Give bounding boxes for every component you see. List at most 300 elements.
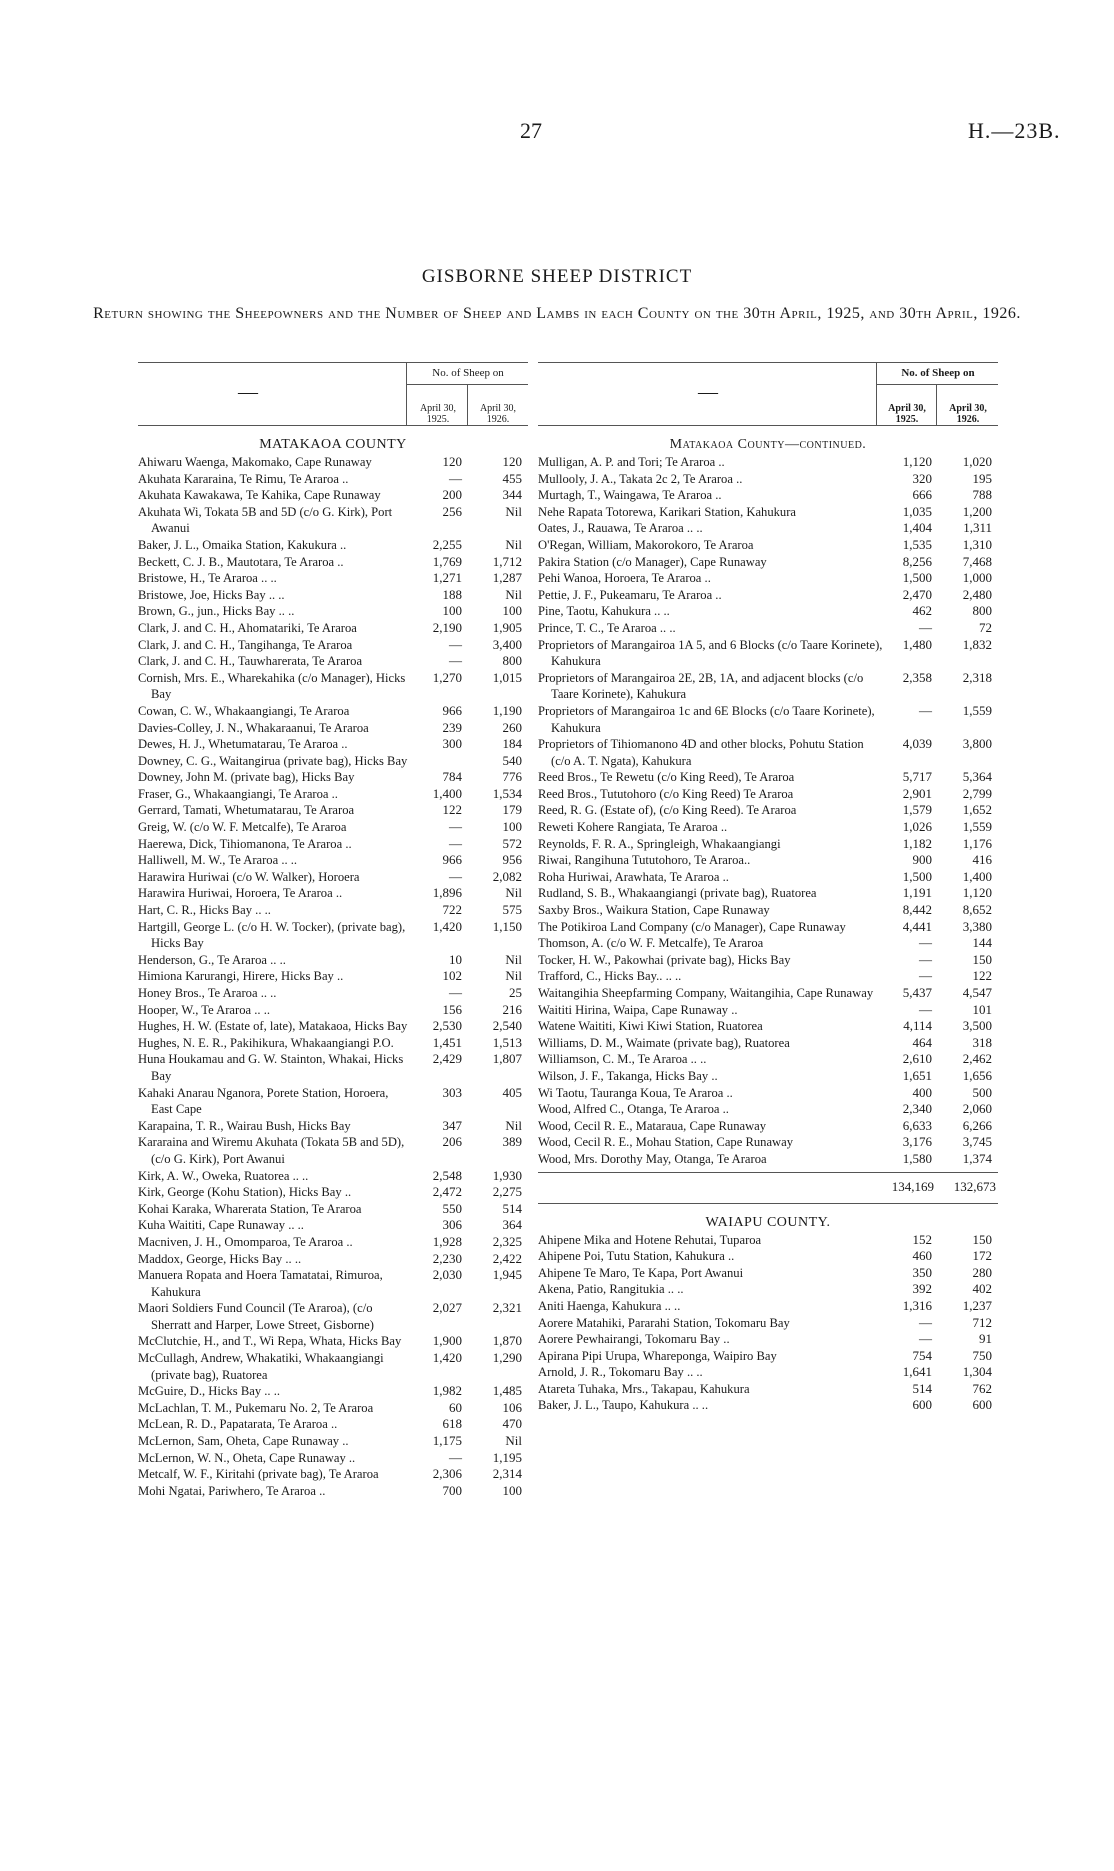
owner-name: Pehi Wanoa, Horoera, Te Araroa ..: [538, 571, 711, 586]
sheep-1926: 572: [502, 835, 522, 851]
owner-name: Maori Soldiers Fund Council (Te Araroa), (c/o Sherratt and Harper, Lowe Street, Gisborne): [138, 1301, 374, 1332]
owner-name: Proprietors of Marangairoa 1A 5, and 6 Blocks (c/o Taare Korinete), Kahukura: [538, 637, 883, 669]
sheep-1925: —: [919, 1001, 932, 1017]
owner-name: Reynolds, F. R. A., Springleigh, Whakaangiangi: [538, 836, 781, 851]
table-row: [538, 985, 998, 1002]
table-row: [538, 1331, 998, 1348]
table-row: [538, 1397, 998, 1414]
sheep-1925: 754: [912, 1347, 932, 1363]
sheep-1926: 1,374: [962, 1150, 992, 1166]
sheep-1925: 102: [442, 968, 462, 984]
owner-name: McLean, R. D., Papatarata, Te Araroa ..: [138, 1417, 338, 1432]
sheep-1926: 788: [972, 487, 992, 503]
owner-name: Wood, Cecil R. E., Mohau Station, Cape Runaway: [538, 1135, 794, 1150]
owner-name: Bristowe, H., Te Araroa .. ..: [138, 571, 277, 586]
sheep-1926: 7,468: [962, 553, 992, 569]
sheep-1926: 1,237: [962, 1297, 992, 1313]
sheep-1925: 347: [442, 1117, 462, 1133]
table-row: [538, 587, 998, 604]
table-row: [138, 736, 528, 753]
owner-name: Himiona Karurangi, Hirere, Hicks Bay ..: [138, 969, 344, 984]
table-row: [138, 1234, 528, 1251]
sheep-1926: 1,712: [492, 553, 522, 569]
sheep-1926: 1,559: [962, 819, 992, 835]
sheep-1925: 8,442: [902, 902, 932, 918]
owner-name: Bristowe, Joe, Hicks Bay .. ..: [138, 587, 285, 602]
sheep-1925: 966: [442, 702, 462, 718]
sheep-1925: 966: [442, 852, 462, 868]
table-row: [138, 1383, 528, 1400]
sheep-1926: 3,400: [492, 636, 522, 652]
sheep-1926: 179: [502, 802, 522, 818]
owner-name: Watene Waititi, Kiwi Kiwi Station, Ruatorea: [538, 1019, 763, 1034]
owner-name: Mulligan, A. P. and Tori; Te Araroa ..: [538, 455, 725, 469]
sheep-1925: 1,175: [432, 1433, 462, 1449]
sheep-1926: 2,275: [492, 1184, 522, 1200]
table-row: [538, 786, 998, 803]
sheep-1925: 1,035: [902, 503, 932, 519]
sheep-1925: 1,480: [902, 636, 932, 652]
sheep-1926: 4,547: [962, 985, 992, 1000]
owner-name: McLernon, Sam, Oheta, Cape Runaway ..: [138, 1434, 349, 1449]
owner-name: McClutchie, H., and T., Wi Repa, Whata, Hicks Bay: [138, 1334, 402, 1349]
owner-name: Halliwell, M. W., Te Araroa .. ..: [138, 853, 298, 868]
sheep-1925: 122: [442, 802, 462, 818]
table-row: [538, 554, 998, 571]
sheep-1925: 1,651: [902, 1067, 932, 1083]
sheep-1925: 1,451: [432, 1034, 462, 1050]
sheep-1926: 405: [502, 1084, 522, 1100]
sheep-1925: 1,026: [902, 819, 932, 835]
county-heading-continued: Matakaoa County—continued.: [669, 437, 867, 452]
table-row: [538, 603, 998, 620]
sheep-1925: 1,982: [432, 1383, 462, 1399]
table-row: [138, 919, 528, 952]
sheep-1926: 72: [979, 619, 992, 635]
owner-name: Kahaki Anarau Nganora, Porete Station, Horoera, East Cape: [138, 1085, 389, 1117]
table-row: [538, 1298, 998, 1315]
sheep-1925: —: [449, 470, 462, 486]
sheep-1926: 455: [502, 470, 522, 486]
left-table: [138, 362, 528, 1499]
sheep-1926: 2,799: [962, 785, 992, 801]
table-row: [138, 802, 528, 819]
sheep-1926: 1,652: [962, 802, 992, 818]
owner-name: McLachlan, T. M., Pukemaru No. 2, Te Araroa: [138, 1400, 374, 1415]
sheep-1925: 2,429: [432, 1051, 462, 1067]
table-row: [138, 786, 528, 803]
sheep-1925: 4,441: [902, 918, 932, 934]
sheep-1926: 25: [509, 985, 522, 1000]
owner-name: Reed, R. G. (Estate of), (c/o King Reed). Te Araroa: [538, 803, 797, 818]
sheep-1925: —: [449, 636, 462, 652]
owner-name: Baker, J. L., Taupo, Kahukura .. ..: [538, 1398, 709, 1413]
table-row: [138, 603, 528, 620]
sheep-1926: 1,513: [492, 1034, 522, 1050]
table-row: [538, 902, 998, 919]
sheep-1925: 5,717: [902, 769, 932, 785]
sheep-1925: 2,901: [902, 785, 932, 801]
sheep-1926: 1,807: [492, 1051, 522, 1067]
sheep-1925: —: [919, 1331, 932, 1347]
sheep-1926: 956: [502, 852, 522, 868]
table-row: [138, 753, 528, 770]
owner-name: Riwai, Rangihuna Tututohoro, Te Araroa..: [538, 853, 751, 868]
document-code: H.—23B.: [968, 118, 1061, 143]
owner-name: Murtagh, T., Waingawa, Te Araroa ..: [538, 488, 722, 503]
sheep-1926: 1,870: [492, 1333, 522, 1349]
sheep-1926: 106: [502, 1399, 522, 1415]
sheep-1925: 303: [442, 1084, 462, 1100]
owner-name: O'Regan, William, Makorokoro, Te Araroa: [538, 537, 754, 552]
sheep-1925: 400: [912, 1084, 932, 1100]
table-row: [538, 1248, 998, 1265]
sheep-1926: Nil: [505, 968, 522, 984]
table-row: [138, 819, 528, 836]
total-1926: 132,673: [953, 1178, 996, 1194]
sheep-1925: 2,530: [432, 1018, 462, 1034]
owner-name: Downey, C. G., Waitangirua (private bag), Hicks Bay: [138, 753, 408, 768]
sheep-1925: 1,928: [432, 1233, 462, 1249]
sheep-1925: 1,182: [902, 835, 932, 851]
sheep-1926: 1,534: [492, 785, 522, 801]
sheep-1926: 500: [972, 1084, 992, 1100]
owner-name: Davies-Colley, J. N., Whakaraanui, Te Araroa: [138, 720, 369, 735]
table-row: [538, 1118, 998, 1135]
table-row: [538, 885, 998, 902]
sheep-1925: 100: [442, 603, 462, 619]
table-row: [538, 919, 998, 936]
owner-name: Reweti Kohere Rangiata, Te Araroa ..: [538, 820, 728, 835]
sheep-1925: 1,271: [432, 570, 462, 586]
sheep-1925: 152: [912, 1231, 932, 1247]
table-row: [538, 852, 998, 869]
owner-name: Downey, John M. (private bag), Hicks Bay: [138, 770, 355, 785]
sheep-1926: Nil: [505, 1433, 522, 1449]
table-row: [138, 985, 528, 1002]
owner-name: Metcalf, W. F., Kiritahi (private bag), Te Araroa: [138, 1467, 379, 1482]
sheep-1926: 100: [502, 819, 522, 835]
sheep-1926: 1,150: [492, 918, 522, 934]
table-row: [138, 1400, 528, 1417]
owner-name: Mohi Ngatai, Pariwhero, Te Araroa ..: [138, 1483, 326, 1498]
table-row: [538, 769, 998, 786]
sheep-1926: 260: [502, 719, 522, 735]
sheep-1925: 2,340: [902, 1101, 932, 1117]
owner-name: Honey Bros., Te Araroa .. ..: [138, 986, 277, 1000]
sheep-1925: 256: [442, 503, 462, 519]
sheep-1926: 514: [502, 1200, 522, 1216]
sheep-1925: 60: [449, 1399, 462, 1415]
table-row: [538, 1151, 998, 1168]
owner-name: Akena, Patio, Rangitukia .. ..: [538, 1282, 684, 1297]
sheep-1925: 700: [442, 1482, 462, 1498]
sheep-1926: 1,930: [492, 1167, 522, 1183]
sheep-1926: 3,380: [962, 918, 992, 934]
sheep-1926: 3,800: [962, 736, 992, 752]
table-row: [538, 1085, 998, 1102]
table-row: [138, 554, 528, 571]
sheep-1925: 2,306: [432, 1466, 462, 1482]
sheep-1925: 784: [442, 769, 462, 785]
table-row: [538, 819, 998, 836]
table-row: [538, 869, 998, 886]
sheep-1926: 750: [972, 1347, 992, 1363]
table-row: [138, 637, 528, 654]
table-row: [538, 454, 998, 471]
owner-name: Harawira Huriwai (c/o W. Walker), Horoera: [138, 869, 360, 884]
sheep-1925: 1,400: [432, 785, 462, 801]
table-row: [138, 1251, 528, 1268]
owner-name: Thomson, A. (c/o W. F. Metcalfe), Te Araroa: [538, 936, 764, 951]
table-row: [138, 504, 528, 537]
owner-name: Reed Bros., Tututohoro (c/o King Reed) Te Araroa: [538, 786, 794, 801]
sheep-1925: 392: [912, 1281, 932, 1297]
table-row: [138, 869, 528, 886]
sheep-1926: 184: [502, 736, 522, 752]
right-table-header: [538, 362, 998, 426]
sheep-1925: 350: [912, 1264, 932, 1280]
sheep-1925: 2,027: [432, 1300, 462, 1316]
sheep-1925: 666: [912, 487, 932, 503]
table-row: [138, 1267, 528, 1300]
sheep-1926: 1,015: [492, 669, 522, 685]
owner-name: Hughes, H. W. (Estate of, late), Matakaoa, Hicks Bay: [138, 1019, 408, 1034]
sheep-1926: 1,200: [962, 503, 992, 519]
sheep-1925: 1,120: [902, 454, 932, 469]
owner-name: Kirk, A. W., Oweka, Ruatorea .. ..: [138, 1168, 309, 1183]
sheep-1926: 2,321: [492, 1300, 522, 1316]
county-heading-waiapu: WAIAPU COUNTY.: [705, 1214, 831, 1230]
sheep-1925: 2,358: [902, 669, 932, 685]
sheep-1925: 1,769: [432, 553, 462, 569]
owner-name: Rudland, S. B., Whakaangiangi (private bag), Ruatorea: [538, 886, 817, 901]
table-row: [138, 1168, 528, 1185]
table-row: [138, 1466, 528, 1483]
table-row: [538, 1051, 998, 1068]
sheep-1926: 2,318: [962, 669, 992, 685]
sheep-1925: 1,641: [902, 1364, 932, 1380]
sheep-1926: 762: [972, 1380, 992, 1396]
owner-name: Proprietors of Marangairoa 1c and 6E Blocks (c/o Taare Korinete), Kahukura: [538, 703, 875, 735]
table-row: [538, 836, 998, 853]
sheep-1926: 1,559: [962, 702, 992, 718]
table-row: [538, 670, 998, 703]
sheep-1925: 1,316: [902, 1297, 932, 1313]
sheep-1926: Nil: [505, 503, 522, 519]
sheep-1926: 2,314: [492, 1466, 522, 1482]
table-row: [138, 852, 528, 869]
header-group-label: No. of Sheep on: [432, 367, 504, 379]
sheep-1926: Nil: [505, 1117, 522, 1133]
table-row: [538, 968, 998, 985]
sheep-1925: 1,404: [902, 520, 932, 536]
right-table-body: [538, 436, 998, 1168]
owner-name: Apirana Pipi Urupa, Whareponga, Waipiro Bay: [538, 1348, 777, 1363]
table-row: [538, 1281, 998, 1298]
county-heading: MATAKAOA COUNTY: [259, 437, 407, 452]
left-table-header: [138, 362, 528, 426]
table-row: [538, 487, 998, 504]
sheep-1926: 416: [972, 852, 992, 868]
table-row: [538, 1381, 998, 1398]
owner-name: Kuha Waititi, Cape Runaway .. ..: [138, 1218, 304, 1233]
table-row: [538, 802, 998, 819]
sheep-1926: Nil: [505, 586, 522, 602]
owner-name: Gerrard, Tamati, Whetumatarau, Te Araroa: [138, 803, 355, 818]
sheep-1926: 195: [972, 470, 992, 486]
owner-name: Proprietors of Tihiomanono 4D and other blocks, Pohutu Station (c/o A. T. Ngata), Kahukura: [538, 737, 864, 768]
sheep-1926: 389: [502, 1134, 522, 1150]
table-row: [138, 1300, 528, 1333]
table-row: [538, 1101, 998, 1118]
sheep-1926: 318: [972, 1034, 992, 1050]
owner-name: Henderson, G., Te Araroa .. ..: [138, 952, 286, 967]
sheep-1926: 575: [502, 902, 522, 918]
owner-name: Saxby Bros., Waikura Station, Cape Runaway: [538, 903, 770, 918]
owner-name: Mullooly, J. A., Takata 2c 2, Te Araroa ..: [538, 471, 743, 486]
owner-name: Cowan, C. W., Whakaangiangi, Te Araroa: [138, 703, 350, 718]
sheep-1925: 1,579: [902, 802, 932, 818]
owner-name: Huna Houkamau and G. W. Stainton, Whakai, Hicks Bay: [138, 1052, 404, 1083]
owner-name: Waititi Hirina, Waipa, Cape Runaway ..: [538, 1002, 738, 1017]
owner-name: Fraser, G., Whakaangiangi, Te Araroa ..: [138, 786, 338, 801]
sheep-1926: 6,266: [962, 1117, 992, 1133]
table-row: [538, 1068, 998, 1085]
sheep-1926: 216: [502, 1001, 522, 1017]
sheep-1925: 2,610: [902, 1051, 932, 1067]
owner-name: McGuire, D., Hicks Bay .. ..: [138, 1384, 281, 1399]
sheep-1925: 200: [442, 487, 462, 503]
sheep-1926: 402: [972, 1281, 992, 1297]
sheep-1925: 2,190: [432, 619, 462, 635]
owner-name: Brown, G., jun., Hicks Bay .. ..: [138, 604, 295, 619]
sheep-1926: 712: [972, 1314, 992, 1330]
sheep-1926: 540: [502, 752, 522, 768]
owner-name: Aniti Haenga, Kahukura .. ..: [538, 1298, 681, 1313]
sheep-1925: 1,420: [432, 918, 462, 934]
table-row: [138, 570, 528, 587]
page-number: 27: [520, 118, 542, 143]
sheep-1926: Nil: [505, 536, 522, 552]
table-row: [538, 520, 998, 537]
right-table: [538, 362, 998, 1414]
sheep-1926: 2,540: [492, 1018, 522, 1034]
sheep-1925: 120: [442, 454, 462, 469]
sheep-1926: 2,060: [962, 1101, 992, 1117]
table-row: [138, 769, 528, 786]
sheep-1926: 1,945: [492, 1267, 522, 1283]
owner-name: Williamson, C. M., Te Araroa .. ..: [538, 1052, 707, 1067]
table-row: [538, 1018, 998, 1035]
sheep-1925: 600: [912, 1397, 932, 1413]
owner-name: Macniven, J. H., Omomparoa, Te Araroa ..: [138, 1234, 353, 1249]
sheep-1926: 600: [972, 1397, 992, 1413]
owner-name: Trafford, C., Hicks Bay.. .. ..: [538, 969, 682, 984]
owner-name: Maddox, George, Hicks Bay .. ..: [138, 1251, 302, 1266]
sheep-1925: —: [449, 835, 462, 851]
header-dash: —: [238, 381, 258, 403]
table-row: [138, 1018, 528, 1035]
sheep-1925: —: [919, 951, 932, 967]
sheep-1926: 1,304: [962, 1364, 992, 1380]
sheep-1926: 101: [972, 1001, 992, 1017]
owner-name: Clark, J. and C. H., Tauwharerata, Te Araroa: [138, 654, 363, 669]
owner-name: Dewes, H. J., Whetumatarau, Te Araroa ..: [138, 737, 348, 752]
sheep-1926: 122: [972, 968, 992, 984]
table-row: [138, 703, 528, 720]
owner-name: McCullagh, Andrew, Whakatiki, Whakaangiangi (private bag), Ruatorea: [138, 1351, 384, 1382]
sheep-1925: 460: [912, 1248, 932, 1264]
owner-name: Kararaina and Wiremu Akuhata (Tokata 5B and 5D), (c/o G. Kirk), Port Awanui: [138, 1135, 405, 1166]
table-row: [538, 1265, 998, 1282]
sheep-1925: 2,230: [432, 1250, 462, 1266]
table-row: [538, 1348, 998, 1365]
sheep-1926: 2,082: [492, 868, 522, 884]
sheep-1926: Nil: [505, 951, 522, 967]
header-dash: —: [698, 381, 718, 403]
sheep-1925: 239: [442, 719, 462, 735]
table-row: [138, 537, 528, 554]
owner-name: Baker, J. L., Omaika Station, Kakukura ..: [138, 537, 347, 552]
owner-name: Wood, Cecil R. E., Mataraua, Cape Runaway: [538, 1118, 767, 1133]
table-row: [538, 1315, 998, 1332]
sheep-1925: —: [919, 702, 932, 718]
sheep-1926: 2,422: [492, 1250, 522, 1266]
owner-name: Roha Huriwai, Arawhata, Te Araroa ..: [538, 869, 729, 884]
table-row: [538, 537, 998, 554]
owner-name: Wilson, J. F., Takanga, Hicks Bay ..: [538, 1068, 718, 1083]
county-total-row: [538, 1172, 998, 1204]
sheep-1926: 2,462: [962, 1051, 992, 1067]
table-row: [138, 968, 528, 985]
sheep-1925: 1,420: [432, 1350, 462, 1366]
sheep-1926: 144: [972, 935, 992, 951]
header-col-1925: April 30, 1925.: [419, 403, 457, 425]
table-row: [538, 952, 998, 969]
sheep-1925: —: [449, 985, 462, 1000]
sheep-1926: 1,190: [492, 702, 522, 718]
sheep-1925: 514: [912, 1380, 932, 1396]
owner-name: Beckett, C. J. B., Mautotara, Te Araroa ..: [138, 554, 344, 569]
owner-name: Arnold, J. R., Tokomaru Bay .. ..: [538, 1365, 703, 1380]
sheep-1926: Nil: [505, 885, 522, 901]
sheep-1925: 2,472: [432, 1184, 462, 1200]
sheep-1926: 100: [502, 1482, 522, 1498]
owner-name: Kirk, George (Kohu Station), Hicks Bay ..: [138, 1185, 352, 1200]
table-row: [138, 1416, 528, 1433]
owner-name: Oates, J., Rauawa, Te Araroa .. ..: [538, 521, 703, 536]
sheep-1925: 1,580: [902, 1150, 932, 1166]
table-row: [538, 935, 998, 952]
sheep-1925: 206: [442, 1134, 462, 1150]
sheep-1925: —: [919, 1314, 932, 1330]
sheep-1925: 4,114: [903, 1018, 932, 1034]
table-row: [138, 1350, 528, 1383]
sheep-1926: 1,000: [962, 570, 992, 586]
sheep-1925: —: [919, 619, 932, 635]
owner-name: Greig, W. (c/o W. F. Metcalfe), Te Araroa: [138, 820, 347, 835]
owner-name: Hart, C. R., Hicks Bay .. ..: [138, 903, 271, 918]
sheep-1925: 1,896: [432, 885, 462, 901]
sheep-1925: 2,548: [432, 1167, 462, 1183]
sheep-1926: 1,290: [492, 1350, 522, 1366]
sheep-1925: —: [449, 819, 462, 835]
header-col-1925: April 30, 1925.: [888, 403, 926, 425]
sheep-1926: 100: [502, 603, 522, 619]
owner-name: Tocker, H. W., Pakowhai (private bag), Hicks Bay: [538, 952, 791, 967]
owner-name: Prince, T. C., Te Araroa .. ..: [538, 620, 676, 635]
